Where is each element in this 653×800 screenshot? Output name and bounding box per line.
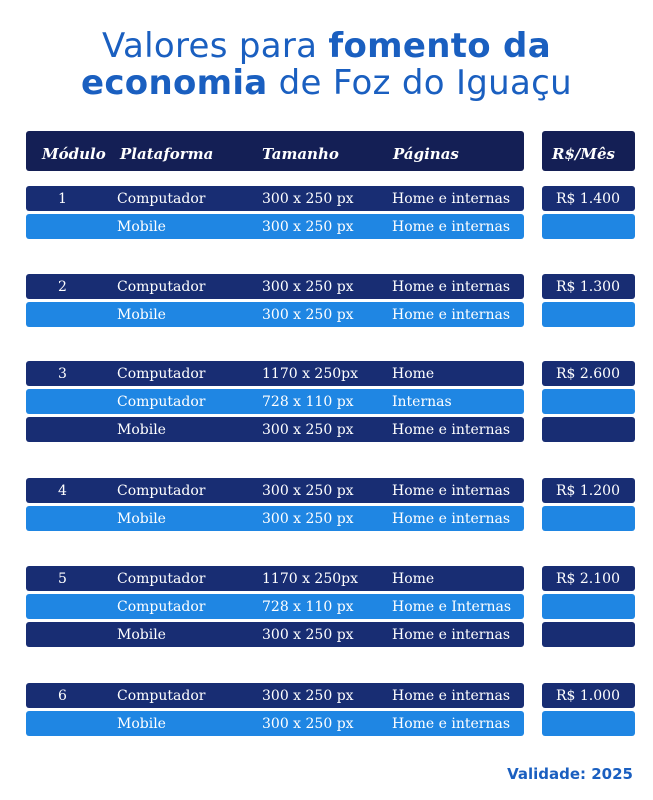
price-cell — [542, 417, 635, 442]
price-cell — [542, 711, 635, 736]
title-text-c: economia — [80, 63, 268, 103]
pages-cell: Home e internas — [392, 219, 511, 235]
module-number: 5 — [58, 571, 67, 587]
platform-cell: Mobile — [117, 219, 166, 235]
platform-cell: Mobile — [117, 716, 166, 732]
size-cell: 300 x 250 px — [262, 483, 354, 499]
size-cell: 300 x 250 px — [262, 307, 354, 323]
header-plataforma: Plataforma — [120, 145, 214, 163]
size-cell: 1170 x 250px — [262, 571, 359, 587]
price-cell — [542, 622, 635, 647]
size-cell: 300 x 250 px — [262, 191, 354, 207]
price-value: R$ 2.600 — [556, 366, 620, 382]
pages-cell: Home — [392, 366, 435, 382]
module-number: 6 — [58, 688, 67, 704]
pages-cell: Home e internas — [392, 688, 511, 704]
pages-cell: Home e Internas — [392, 599, 512, 615]
pages-cell: Home e internas — [392, 422, 511, 438]
price-cell — [542, 302, 635, 327]
page-title-line-2 — [0, 64, 653, 102]
price-value: R$ 2.100 — [556, 571, 620, 587]
module-number: 4 — [58, 483, 67, 499]
price-value: R$ 1.200 — [556, 483, 620, 499]
size-cell: 300 x 250 px — [262, 716, 354, 732]
page-title-line-1 — [0, 27, 653, 65]
size-cell: 728 x 110 px — [262, 599, 354, 615]
pages-cell: Home e internas — [392, 627, 511, 643]
platform-cell: Computador — [117, 394, 206, 410]
pages-cell: Home e internas — [392, 307, 511, 323]
platform-cell: Computador — [117, 571, 206, 587]
pages-cell: Home e internas — [392, 279, 511, 295]
title-text-a: Valores para — [102, 26, 329, 66]
platform-cell: Computador — [117, 688, 206, 704]
size-cell: 1170 x 250px — [262, 366, 359, 382]
pages-cell: Home e internas — [392, 191, 511, 207]
price-cell — [542, 506, 635, 531]
header-paginas: Páginas — [393, 145, 459, 163]
size-cell: 728 x 110 px — [262, 394, 354, 410]
size-cell: 300 x 250 px — [262, 511, 354, 527]
header-modulo: Módulo — [42, 145, 106, 163]
pages-cell: Home e internas — [392, 511, 511, 527]
size-cell: 300 x 250 px — [262, 422, 354, 438]
platform-cell: Mobile — [117, 307, 166, 323]
module-number: 2 — [58, 279, 67, 295]
pages-cell: Home — [392, 571, 435, 587]
price-cell — [542, 389, 635, 414]
platform-cell: Computador — [117, 599, 206, 615]
platform-cell: Computador — [117, 191, 206, 207]
platform-cell: Mobile — [117, 627, 166, 643]
price-cell — [542, 594, 635, 619]
platform-cell: Computador — [117, 279, 206, 295]
validity-note: Validade: 2025 — [507, 765, 633, 783]
module-number: 1 — [58, 191, 67, 207]
header-tamanho: Tamanho — [262, 145, 339, 163]
module-number: 3 — [58, 366, 67, 382]
pages-cell: Home e internas — [392, 716, 511, 732]
price-value: R$ 1.000 — [556, 688, 620, 704]
price-value: R$ 1.400 — [556, 191, 620, 207]
size-cell: 300 x 250 px — [262, 627, 354, 643]
platform-cell: Mobile — [117, 422, 166, 438]
price-cell — [542, 214, 635, 239]
size-cell: 300 x 250 px — [262, 688, 354, 704]
price-value: R$ 1.300 — [556, 279, 620, 295]
size-cell: 300 x 250 px — [262, 219, 354, 235]
size-cell: 300 x 250 px — [262, 279, 354, 295]
platform-cell: Computador — [117, 366, 206, 382]
header-preco: R$/Mês — [552, 145, 615, 163]
title-text-b: fomento da — [328, 26, 551, 66]
platform-cell: Computador — [117, 483, 206, 499]
platform-cell: Mobile — [117, 511, 166, 527]
pages-cell: Home e internas — [392, 483, 511, 499]
title-text-d: de Foz do Iguaçu — [267, 63, 572, 103]
pages-cell: Internas — [392, 394, 452, 410]
